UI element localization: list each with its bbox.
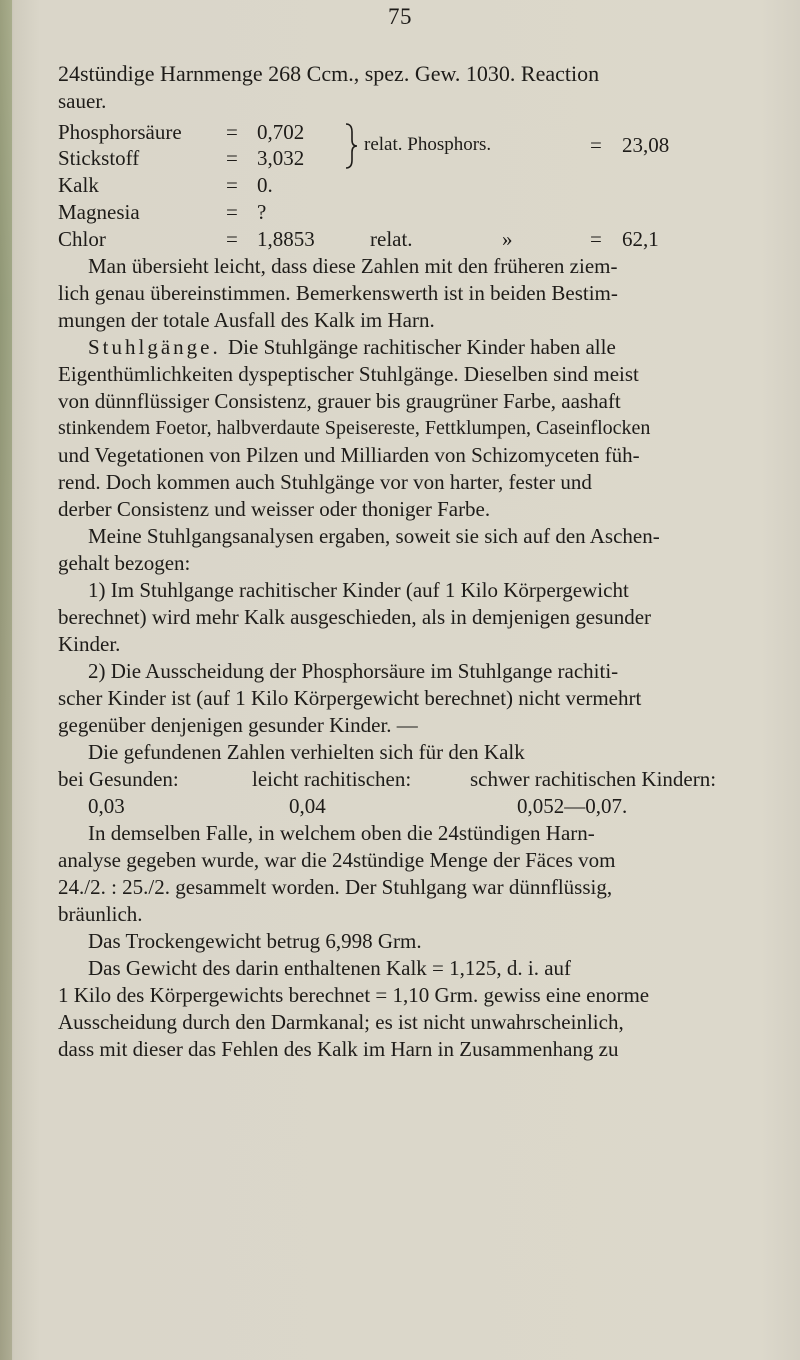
brace-eq: = xyxy=(590,133,602,157)
table-label: Magnesia xyxy=(58,200,140,224)
compare-header: bei Gesunden: xyxy=(58,767,179,791)
brace-value: 23,08 xyxy=(622,133,670,157)
table-value: ? xyxy=(257,200,267,224)
brace-icon xyxy=(340,120,360,172)
compare-header: schwer rachitischen Kindern: xyxy=(470,767,717,791)
header-line: 24stündige Harnmenge 268 Ccm., spez. Gew. 1030. Reaction xyxy=(58,61,600,86)
text-line: Kinder. xyxy=(58,632,121,656)
text-line: 24./2. : 25./2. gesammelt worden. Der Stuhlgang war dünnflüssig, xyxy=(58,875,613,899)
table-label: Chlor xyxy=(58,227,106,251)
table-value: 0,702 xyxy=(257,120,305,144)
chlor-value: 62,1 xyxy=(622,227,659,251)
text-line: 1) Im Stuhlgange rachitischer Kinder (auf 1 Kilo Körpergewicht xyxy=(88,578,629,602)
text-line: rend. Doch kommen auch Stuhlgänge vor von harter, fester und xyxy=(58,470,592,494)
text-line: und Vegetationen von Pilzen und Milliarden von Schizomyceten füh- xyxy=(58,443,640,467)
text-line: derber Consistenz und weisser oder thoniger Farbe. xyxy=(58,497,491,521)
compare-value: 0,04 xyxy=(289,794,326,818)
table-value: 0. xyxy=(257,173,273,197)
text-line: In demselben Falle, in welchem oben die 24stündigen Harn- xyxy=(88,821,595,845)
text-line: stinkendem Foetor, halbverdaute Speisereste, Fettklumpen, Caseinflocken xyxy=(58,417,651,439)
chlor-eq: = xyxy=(590,227,602,251)
text-line: 1 Kilo des Körpergewichts berechnet = 1,10 Grm. gewiss eine enorme xyxy=(58,983,650,1007)
text-line: Eigenthümlichkeiten dyspeptischer Stuhlgänge. Dieselben sind meist xyxy=(58,362,639,386)
table-eq: = xyxy=(226,146,238,170)
table-eq: = xyxy=(226,120,238,144)
page-edge xyxy=(0,0,12,1360)
table-label: Kalk xyxy=(58,173,99,197)
text-line: gehalt bezogen: xyxy=(58,551,191,575)
compare-value: 0,052—0,07. xyxy=(517,794,628,818)
text-line: 2) Die Ausscheidung der Phosphorsäure im Stuhlgange rachiti- xyxy=(88,659,619,683)
section-heading: Stuhlgänge. xyxy=(88,335,221,359)
compare-value: 0,03 xyxy=(88,794,125,818)
text-line: Das Trockengewicht betrug 6,998 Grm. xyxy=(88,929,422,953)
table-eq: = xyxy=(226,200,238,224)
table-eq: = xyxy=(226,227,238,251)
chlor-ditto: » xyxy=(502,227,513,251)
text-line: gegenüber denjenigen gesunder Kinder. — xyxy=(58,713,418,737)
text-line: Ausscheidung durch den Darmkanal; es ist nicht unwahrscheinlich, xyxy=(58,1010,624,1034)
text-line: berechnet) wird mehr Kalk ausgeschieden, als in demjenigen gesunder xyxy=(58,605,652,629)
text-line: Meine Stuhlgangsanalysen ergaben, soweit sie sich auf den Aschen- xyxy=(88,524,660,548)
chlor-note: relat. xyxy=(370,227,413,251)
table-label: Stickstoff xyxy=(58,146,140,170)
text-line: bräunlich. xyxy=(58,902,143,926)
page-number: 75 xyxy=(388,4,412,29)
text-line: mungen der totale Ausfall des Kalk im Harn. xyxy=(58,308,435,332)
table-value: 3,032 xyxy=(257,146,305,170)
text-line: analyse gegeben wurde, war die 24stündige Menge der Fäces vom xyxy=(58,848,616,872)
table-label: Phosphorsäure xyxy=(58,120,182,144)
text-line: Die Stuhlgänge rachitischer Kinder haben alle xyxy=(228,335,616,359)
compare-header: leicht rachitischen: xyxy=(252,767,412,791)
text-line: Die gefundenen Zahlen verhielten sich für den Kalk xyxy=(88,740,525,764)
text-line: Man übersieht leicht, dass diese Zahlen mit den früheren ziem- xyxy=(88,254,618,278)
text-line: Das Gewicht des darin enthaltenen Kalk = 1,125, d. i. auf xyxy=(88,956,572,980)
table-value: 1,8853 xyxy=(257,227,315,251)
text-line: dass mit dieser das Fehlen des Kalk im Harn in Zusammenhang zu xyxy=(58,1037,619,1061)
table-eq: = xyxy=(226,173,238,197)
text-line: scher Kinder ist (auf 1 Kilo Körpergewicht berechnet) nicht vermehrt xyxy=(58,686,642,710)
header-line: sauer. xyxy=(58,89,107,113)
brace-note: relat. Phosphors. xyxy=(364,134,492,155)
text-line: lich genau übereinstimmen. Bemerkenswerth ist in beiden Bestim- xyxy=(58,281,618,305)
text-line: von dünnflüssiger Consistenz, grauer bis graugrüner Farbe, aashaft xyxy=(58,389,621,413)
